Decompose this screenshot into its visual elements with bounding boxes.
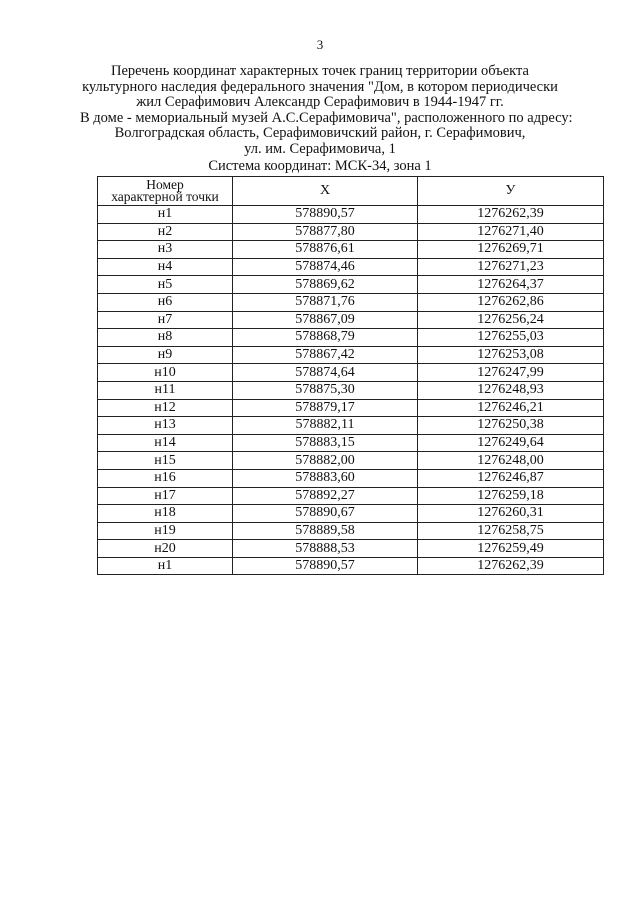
y-cell: 1276262,39 (418, 557, 604, 575)
point-number-cell: н15 (98, 452, 233, 470)
x-cell: 578875,30 (233, 381, 418, 399)
table-row (98, 381, 604, 399)
x-cell: 578869,62 (233, 276, 418, 294)
table-row (98, 364, 604, 382)
table-row (98, 276, 604, 294)
x-cell: 578888,53 (233, 540, 418, 558)
table-row (98, 452, 604, 470)
x-cell: 578867,42 (233, 346, 418, 364)
header-y: У (418, 177, 604, 206)
y-cell: 1276248,00 (418, 452, 604, 470)
y-cell: 1276264,37 (418, 276, 604, 294)
point-number-cell: н10 (98, 364, 233, 382)
table-row (98, 223, 604, 241)
y-cell: 1276255,03 (418, 329, 604, 347)
point-number-cell: н14 (98, 434, 233, 452)
point-number-cell: н1 (98, 557, 233, 575)
heading-line: ул. им. Серафимовича, 1 (244, 140, 396, 157)
y-cell: 1276260,31 (418, 505, 604, 523)
table-row (98, 206, 604, 224)
table-row (98, 417, 604, 435)
x-cell: 578874,46 (233, 258, 418, 276)
heading-line: В доме - мемориальный музей А.С.Серафимовича", расположенного по адресу: (80, 109, 573, 126)
point-number-cell: н20 (98, 540, 233, 558)
header-x: Х (233, 177, 418, 206)
table-row (98, 540, 604, 558)
point-number-cell: н2 (98, 223, 233, 241)
x-cell: 578876,61 (233, 241, 418, 259)
document-heading (80, 63, 573, 157)
table-row (98, 399, 604, 417)
point-number-cell: н18 (98, 505, 233, 523)
x-cell: 578883,15 (233, 434, 418, 452)
x-cell: 578868,79 (233, 329, 418, 347)
y-cell: 1276259,18 (418, 487, 604, 505)
point-number-cell: н8 (98, 329, 233, 347)
y-cell: 1276247,99 (418, 364, 604, 382)
heading-line: культурного наследия федерального значения "Дом, в котором периодически (82, 78, 558, 95)
point-number-cell: н3 (98, 241, 233, 259)
y-cell: 1276249,64 (418, 434, 604, 452)
y-cell: 1276256,24 (418, 311, 604, 329)
table-row (98, 434, 604, 452)
y-cell: 1276271,40 (418, 223, 604, 241)
y-cell: 1276269,71 (418, 241, 604, 259)
table-row (98, 346, 604, 364)
coordinates-table (97, 176, 604, 575)
table-header-row (98, 177, 604, 206)
table-row (98, 329, 604, 347)
x-cell: 578892,27 (233, 487, 418, 505)
table-row (98, 258, 604, 276)
x-cell: 578871,76 (233, 293, 418, 311)
table-row (98, 311, 604, 329)
page-number: 3 (316, 37, 324, 52)
x-cell: 578882,00 (233, 452, 418, 470)
point-number-cell: н4 (98, 258, 233, 276)
point-number-cell: н16 (98, 469, 233, 487)
y-cell: 1276271,23 (418, 258, 604, 276)
y-cell: 1276262,86 (418, 293, 604, 311)
point-number-cell: н19 (98, 522, 233, 540)
x-cell: 578877,80 (233, 223, 418, 241)
y-cell: 1276246,87 (418, 469, 604, 487)
y-cell: 1276253,08 (418, 346, 604, 364)
heading-line: жил Серафимович Александр Серафимович в 1944-1947 гг. (136, 94, 504, 110)
x-cell: 578890,57 (233, 206, 418, 224)
table-row (98, 505, 604, 523)
point-number-cell: н6 (98, 293, 233, 311)
x-cell: 578874,64 (233, 364, 418, 382)
x-cell: 578882,11 (233, 417, 418, 435)
y-cell: 1276250,38 (418, 417, 604, 435)
x-cell: 578867,09 (233, 311, 418, 329)
x-cell: 578883,60 (233, 469, 418, 487)
heading-line: Перечень координат характерных точек границ территории объекта (111, 63, 529, 79)
header-point-number (98, 177, 233, 206)
table-body (98, 206, 604, 575)
x-cell: 578890,57 (233, 557, 418, 575)
x-cell: 578879,17 (233, 399, 418, 417)
header-point-line2: характерной точки (111, 189, 219, 204)
coordinate-system-label: Система координат: МСК-34, зона 1 (208, 158, 432, 174)
point-number-cell: н13 (98, 417, 233, 435)
table-row (98, 241, 604, 259)
y-cell: 1276246,21 (418, 399, 604, 417)
point-number-cell: н7 (98, 311, 233, 329)
table-row (98, 522, 604, 540)
table-row (98, 487, 604, 505)
y-cell: 1276259,49 (418, 540, 604, 558)
table-row (98, 469, 604, 487)
point-number-cell: н1 (98, 206, 233, 224)
point-number-cell: н5 (98, 276, 233, 294)
y-cell: 1276248,93 (418, 381, 604, 399)
point-number-cell: н9 (98, 346, 233, 364)
heading-line: Волгоградская область, Серафимовичский район, г. Серафимович, (114, 125, 526, 141)
x-cell: 578889,58 (233, 522, 418, 540)
y-cell: 1276262,39 (418, 206, 604, 224)
point-number-cell: н17 (98, 487, 233, 505)
table-row (98, 293, 604, 311)
y-cell: 1276258,75 (418, 522, 604, 540)
x-cell: 578890,67 (233, 505, 418, 523)
point-number-cell: н12 (98, 399, 233, 417)
point-number-cell: н11 (98, 381, 233, 399)
header-point-line1: Номер (146, 177, 184, 192)
table-row (98, 557, 604, 575)
